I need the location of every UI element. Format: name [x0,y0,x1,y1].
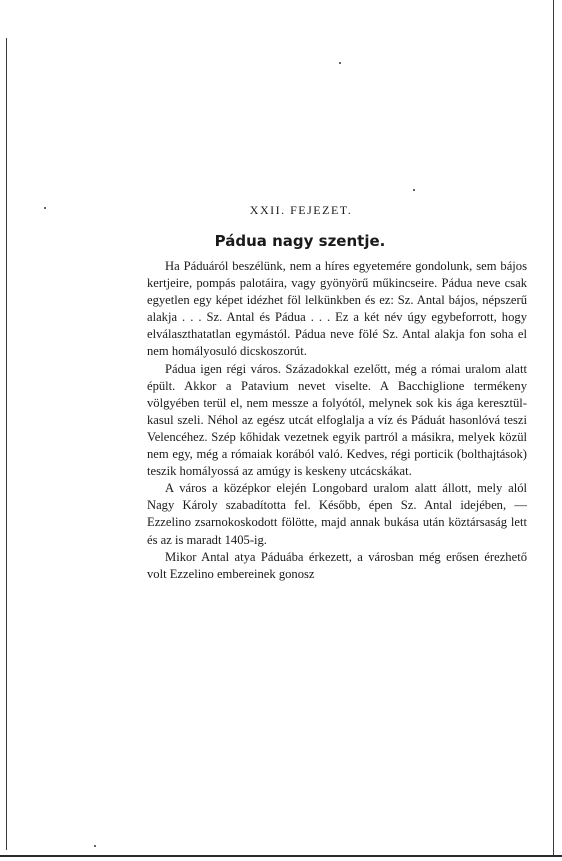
paragraph: A város a középkor elején Longobard uralom alatt állott, mely alól Nagy Károly szabadította fel. Később, épen Sz. Antal idejében, — Ezzelino zsarnokoskodott fölötte, majd annak bukása után köztársaság lett és az is maradt 1405-ig. [147,481,527,547]
page-edge-right [553,0,554,855]
scan-speck [339,62,341,64]
body-text [147,258,527,583]
paragraph: Ha Páduáról beszélünk, nem a híres egyetemére gondolunk, sem bájos kertjeire, pompás palotáira, vagy gyönyörű műkincseire. Pádua neve csak egyetlen egy képet idézhet föl lelkünkben és ez: Sz. Antal bájos, népszerű alakja . . . Sz. Antal és Pádua . . . Ez a két név úgy egybeforrott, hogy elválaszthatatlan egymástól. Pádua neve fölé Sz. Antal alakja fon soha el nem homályosuló dicskoszorút. [147,259,527,359]
paragraph: Pádua igen régi város. Századokkal ezelőtt, még a római uralom alatt épült. Akkor a Patavium nevet viselte. A Bacchiglione termékeny völgyében terül el, nem messze a folyótól, melynek sok kis ága keresztül-kasul szeli. Néhol az egész utcát elfoglalja a víz és Páduát hasonlóvá teszi Velencéhez. Szép kőhidak vezetnek egyik partról a másikra, melyek közül nem egy, még a rómaiak korából való. Kedves, régi porticik (bolthajtások) teszik homályossá az amúgy is keskeny utcácskákat. [147,361,527,479]
page-edge-bottom [0,855,562,857]
scan-speck [413,189,415,191]
paragraph: Mikor Antal atya Páduába érkezett, a városban még erősen érezhető volt Ezzelino embereinek gonosz [147,549,527,581]
chapter-title: Pádua nagy szentje. [214,232,386,250]
page-edge-left [6,38,7,850]
scan-speck [94,845,96,847]
chapter-heading: XXII. FEJEZET. [249,203,353,217]
